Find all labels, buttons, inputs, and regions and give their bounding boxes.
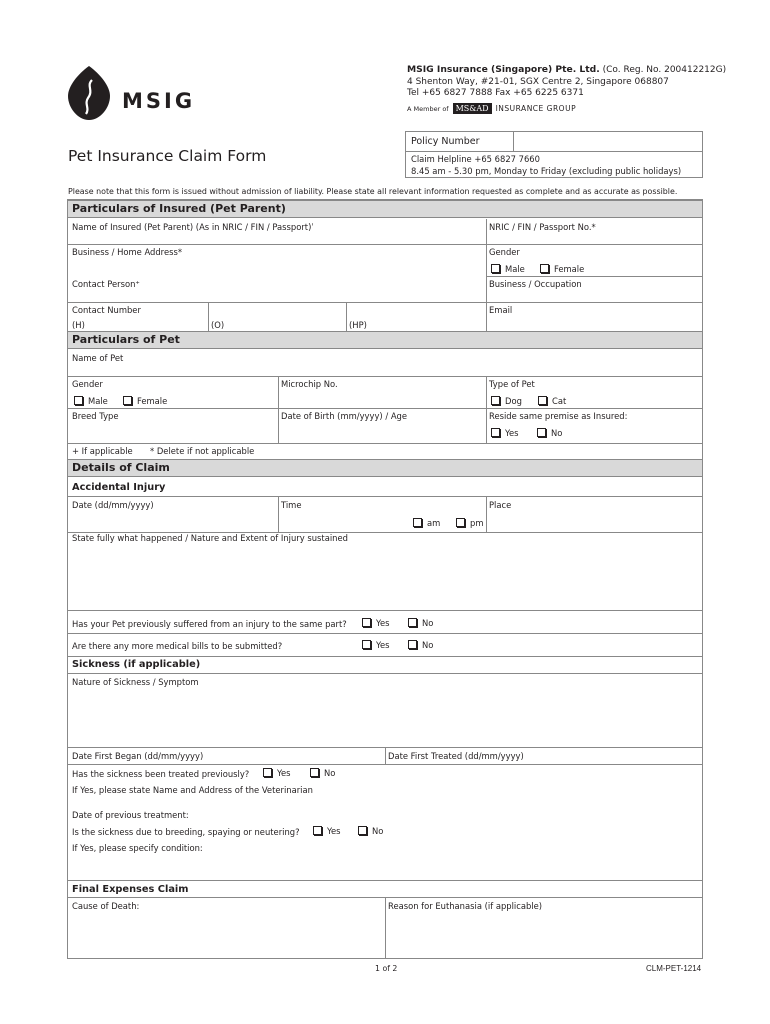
accident-time-label: Time xyxy=(281,500,302,510)
checkbox-icon[interactable] xyxy=(540,264,549,273)
breeding-no-option[interactable]: No xyxy=(358,825,383,836)
accident-date-label: Date (dd/mm/yyyy) xyxy=(72,500,154,510)
sickness-nature-label: Nature of Sickness / Symptom xyxy=(72,677,199,687)
helpline-hours: 8.45 am - 5.30 pm, Monday to Friday (excluding public holidays) xyxy=(411,165,682,176)
section-pet-title: Particulars of Pet xyxy=(68,331,702,349)
cause-of-death-label: Cause of Death: xyxy=(72,901,140,911)
treated-question: Has the sickness been treated previously? xyxy=(72,769,250,779)
reside-no-option[interactable]: No xyxy=(537,427,562,438)
contact-person-label: Contact Person⁺ xyxy=(72,279,140,289)
nric-label: NRIC / FIN / Passport No.* xyxy=(489,222,596,232)
euthanasia-label: Reason for Euthanasia (if applicable) xyxy=(388,901,543,911)
pet-male-option[interactable]: Male xyxy=(74,395,108,406)
checkbox-icon[interactable] xyxy=(123,396,132,405)
msad-logo: MS&AD xyxy=(453,103,492,114)
company-phone-fax: Tel +65 6827 7888 Fax +65 6225 6371 xyxy=(407,88,584,98)
checkbox-icon[interactable] xyxy=(263,768,272,777)
checkbox-icon[interactable] xyxy=(362,618,371,627)
claim-helpline: Claim Helpline +65 6827 7660 xyxy=(411,154,540,164)
accident-place-label: Place xyxy=(489,500,512,510)
phone-o-label: (O) xyxy=(211,320,225,330)
checkbox-icon[interactable] xyxy=(74,396,83,405)
prev-injury-question: Has your Pet previously suffered from an injury to the same part? xyxy=(72,619,347,629)
sickness-nature-field[interactable] xyxy=(70,690,700,744)
msig-logo-icon xyxy=(68,66,110,120)
pet-name-label: Name of Pet xyxy=(72,353,124,363)
page-number: 1 of 2 xyxy=(375,964,398,973)
checkbox-icon[interactable] xyxy=(491,264,500,273)
prev-injury-no-option[interactable]: No xyxy=(408,617,433,628)
vet-field[interactable] xyxy=(70,798,700,808)
prev-injury-yes-option[interactable]: Yes xyxy=(362,617,390,628)
checkbox-icon[interactable] xyxy=(537,428,546,437)
sickness-title: Sickness (if applicable) xyxy=(72,659,201,670)
final-expenses-title: Final Expenses Claim xyxy=(72,884,189,895)
email-label: Email xyxy=(489,305,513,315)
insured-gender-label: Gender xyxy=(489,247,520,257)
breeding-question: Is the sickness due to breeding, spaying or neutering? xyxy=(72,827,300,837)
checkbox-icon[interactable] xyxy=(313,826,322,835)
first-treated-label: Date First Treated (dd/mm/yyyy) xyxy=(388,751,524,761)
phone-h-label: (H) xyxy=(72,320,85,330)
insured-name-label: Name of Insured (Pet Parent) (As in NRIC / FIN / Passport)ˈ xyxy=(72,222,314,232)
injury-description-label: State fully what happened / Nature and Extent of Injury sustained xyxy=(72,533,348,543)
member-line xyxy=(407,103,576,114)
breeding-yes-option[interactable]: Yes xyxy=(313,825,341,836)
section-claim-title: Details of Claim xyxy=(68,459,702,477)
checkbox-icon[interactable] xyxy=(358,826,367,835)
checkbox-icon[interactable] xyxy=(538,396,547,405)
cat-option[interactable]: Cat xyxy=(538,395,566,406)
member-suffix: INSURANCE GROUP xyxy=(495,104,577,113)
more-bills-question: Are there any more medical bills to be submitted? xyxy=(72,641,283,651)
reside-label: Reside same premise as Insured: xyxy=(489,411,628,421)
company-reg: (Co. Reg. No. 200412212G) xyxy=(602,65,727,75)
reside-yes-option[interactable]: Yes xyxy=(491,427,519,438)
policy-number-field[interactable] xyxy=(514,132,702,151)
company-info xyxy=(407,64,726,100)
company-address: 4 Shenton Way, #21-01, SGX Centre 2, Singapore 068807 xyxy=(407,76,669,87)
injury-description-field[interactable] xyxy=(70,546,700,608)
legend-delete: * Delete if not applicable xyxy=(150,446,255,456)
first-began-label: Date First Began (dd/mm/yyyy) xyxy=(72,751,204,761)
prev-treatment-label: Date of previous treatment: xyxy=(72,810,189,820)
checkbox-icon[interactable] xyxy=(491,396,500,405)
member-prefix: A Member of xyxy=(407,104,449,113)
treated-no-option[interactable]: No xyxy=(310,767,335,778)
checkbox-icon[interactable] xyxy=(491,428,500,437)
checkbox-icon[interactable] xyxy=(362,640,371,649)
checkbox-icon[interactable] xyxy=(408,618,417,627)
checkbox-icon[interactable] xyxy=(456,518,465,527)
microchip-label: Microchip No. xyxy=(281,379,338,389)
specify-condition-label: If Yes, please specify condition: xyxy=(72,843,203,853)
occupation-label: Business / Occupation xyxy=(489,279,582,289)
checkbox-icon[interactable] xyxy=(413,518,422,527)
claim-form xyxy=(67,199,703,959)
phone-hp-label: (HP) xyxy=(349,320,367,330)
treated-yes-option[interactable]: Yes xyxy=(263,767,291,778)
insured-male-option[interactable]: Male xyxy=(491,263,525,274)
form-code: CLM-PET-1214 xyxy=(646,964,702,973)
insured-female-option[interactable]: Female xyxy=(540,263,584,274)
dog-option[interactable]: Dog xyxy=(491,395,522,406)
pet-gender-label: Gender xyxy=(72,379,103,389)
company-name: MSIG Insurance (Singapore) Pte. Ltd. xyxy=(407,64,600,75)
policy-number-label: Policy Number xyxy=(406,132,514,151)
vet-label: If Yes, please state Name and Address of the Veterinarian xyxy=(72,785,313,795)
more-bills-yes-option[interactable]: Yes xyxy=(362,639,390,650)
accidental-injury-title: Accidental Injury xyxy=(72,482,166,493)
logo-text: MSIG xyxy=(122,89,196,113)
pet-female-option[interactable]: Female xyxy=(123,395,167,406)
dob-label: Date of Birth (mm/yyyy) / Age xyxy=(281,411,408,421)
address-label: Business / Home Address* xyxy=(72,247,183,257)
section-insured-title: Particulars of Insured (Pet Parent) xyxy=(68,200,702,218)
am-option[interactable]: am xyxy=(413,517,440,528)
breed-label: Breed Type xyxy=(72,411,119,421)
checkbox-icon[interactable] xyxy=(408,640,417,649)
legend-if-applicable: + If applicable xyxy=(72,446,133,456)
checkbox-icon[interactable] xyxy=(310,768,319,777)
policy-box xyxy=(405,131,703,178)
pm-option[interactable]: pm xyxy=(456,517,483,528)
more-bills-no-option[interactable]: No xyxy=(408,639,433,650)
pet-type-label: Type of Pet xyxy=(489,379,535,389)
form-title: Pet Insurance Claim Form xyxy=(68,147,267,165)
contact-number-label: Contact Number xyxy=(72,305,141,315)
liability-note: Please note that this form is issued without admission of liability. Please state all relevant information requested as complete and as accurate as possible. xyxy=(68,187,678,196)
